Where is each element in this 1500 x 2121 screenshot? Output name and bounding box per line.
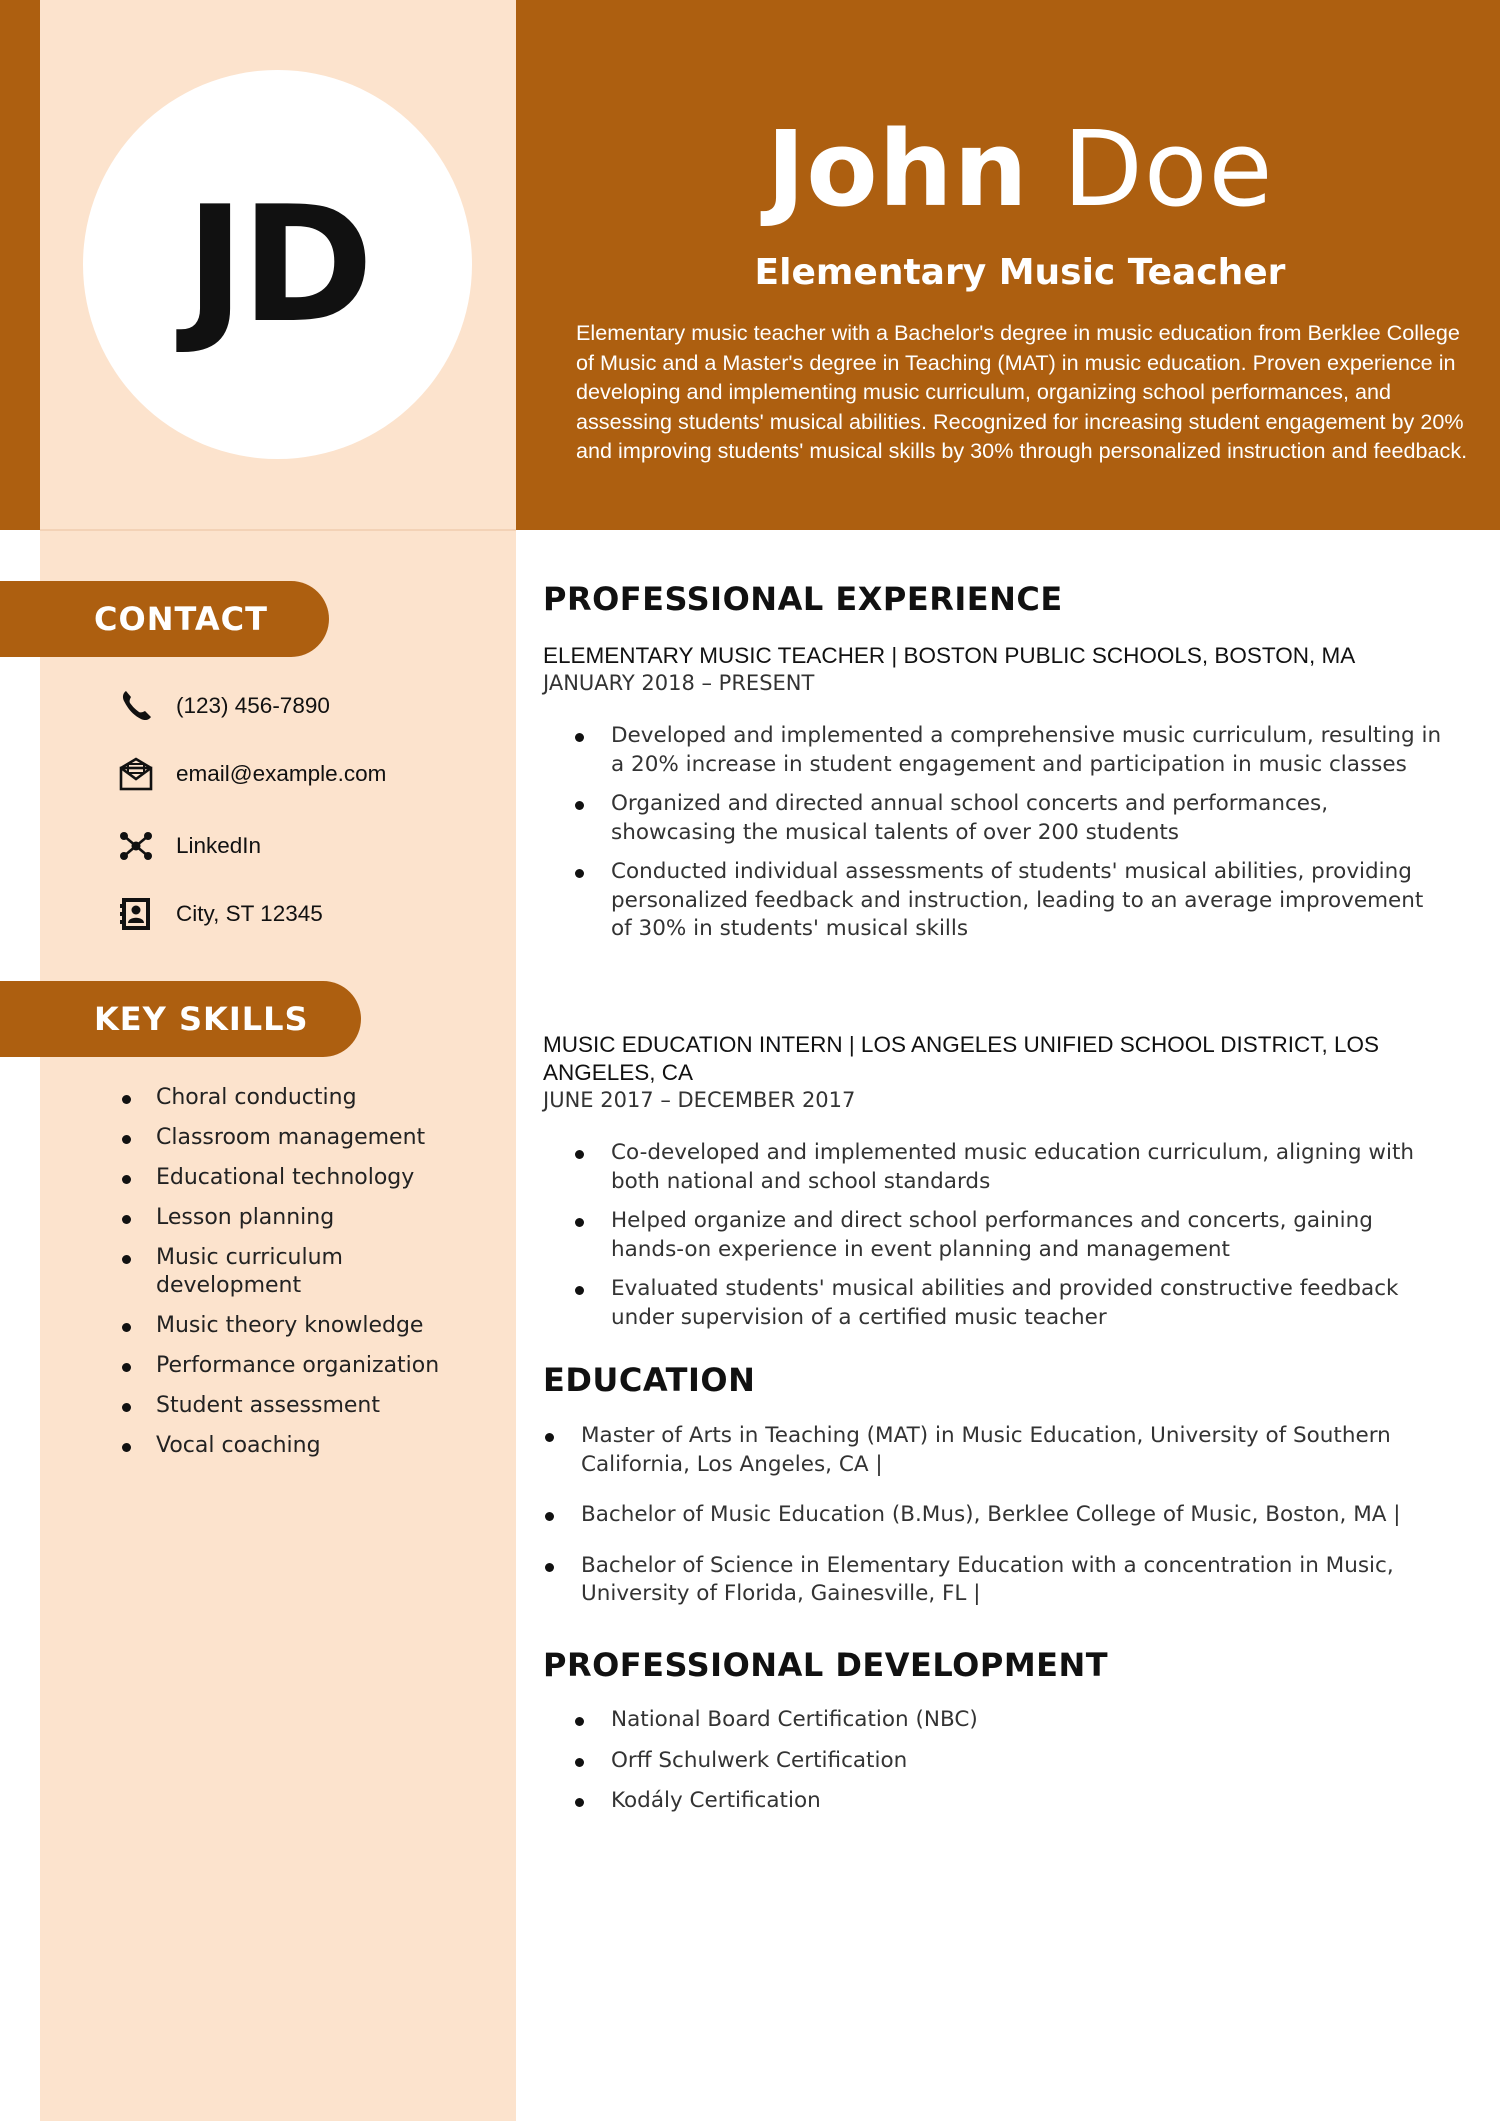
contact-phone[interactable] [118, 686, 330, 726]
network-icon [118, 828, 154, 864]
development-item: Orff Schulwerk Certification [543, 1747, 1443, 1776]
phone-icon [118, 688, 154, 724]
job-bullet: Developed and implemented a comprehensive music curriculum, resulting in a 20% increase in student engagement and participation in music classes [543, 722, 1443, 779]
job-bullet: Co-developed and implemented music education curriculum, aligning with both national and school standards [543, 1139, 1443, 1196]
experience-heading: PROFESSIONAL EXPERIENCE [543, 580, 1063, 618]
last-name: Doe [1062, 108, 1274, 230]
education-list [543, 1422, 1443, 1631]
skill-item: Vocal coaching [120, 1432, 460, 1460]
skill-item: Classroom management [120, 1124, 460, 1152]
monogram-avatar [83, 70, 472, 459]
job-title-line: ELEMENTARY MUSIC TEACHER | BOSTON PUBLIC SCHOOLS, BOSTON, MA [543, 643, 1356, 668]
job-bullet: Organized and directed annual school concerts and performances, showcasing the musical talents of over 200 students [543, 790, 1443, 847]
contact-heading: CONTACT [0, 581, 329, 657]
candidate-name [560, 108, 1480, 230]
job-bullet: Evaluated students' musical abilities and provided constructive feedback under supervision of a certified music teacher [543, 1275, 1443, 1332]
development-item: Kodály Certification [543, 1787, 1443, 1816]
skills-heading: KEY SKILLS [0, 981, 361, 1057]
skill-item: Music curriculum development [120, 1244, 460, 1300]
education-item: Master of Arts in Teaching (MAT) in Music Education, University of Southern California, Los Angeles, CA | [543, 1422, 1443, 1479]
job-dates: JUNE 2017 – DECEMBER 2017 [543, 1088, 856, 1112]
development-heading: PROFESSIONAL DEVELOPMENT [543, 1646, 1109, 1684]
sidebar-divider [40, 529, 516, 531]
profile-summary: Elementary music teacher with a Bachelor's degree in music education from Berklee College of Music and a Master's degree in Teaching (MAT) in music education. Proven experience in developing and implementing music curriculum, organizing school performances, and assessing students' musical abilities. Recognized for increasing student engagement by 20% and improving students' musical skills by 30% through personalized instruction and feedback. [576, 320, 1468, 463]
education-heading: EDUCATION [543, 1361, 756, 1399]
job-bullets [543, 1139, 1443, 1343]
phone-text: (123) 456-7890 [176, 693, 330, 718]
skill-item: Music theory knowledge [120, 1312, 460, 1340]
monogram-initials: JD [185, 171, 370, 358]
contact-linkedin[interactable] [118, 826, 261, 866]
email-text: email@example.com [176, 761, 387, 786]
contact-address[interactable] [118, 894, 323, 934]
job-bullet: Helped organize and direct school performances and concerts, gaining hands-on experience in event planning and management [543, 1207, 1443, 1264]
address-text: City, ST 12345 [176, 901, 323, 926]
job-bullet: Conducted individual assessments of students' musical abilities, providing personalized feedback and instruction, leading to an average improvement of 30% in students' musical skills [543, 858, 1443, 944]
skill-item: Choral conducting [120, 1084, 460, 1112]
first-name: John [766, 108, 1029, 230]
skill-item: Performance organization [120, 1352, 460, 1380]
address-book-icon [118, 896, 154, 932]
job-title-line: MUSIC EDUCATION INTERN | LOS ANGELES UNIFIED SCHOOL DISTRICT, LOS ANGELES, CA [543, 1032, 1379, 1085]
skill-item: Educational technology [120, 1164, 460, 1192]
education-item: Bachelor of Music Education (B.Mus), Berklee College of Music, Boston, MA | [543, 1501, 1443, 1530]
development-list [543, 1706, 1443, 1828]
job-bullets [543, 722, 1443, 955]
skill-item: Lesson planning [120, 1204, 460, 1232]
job-title: Elementary Music Teacher [754, 252, 1286, 293]
envelope-icon [118, 756, 154, 792]
job-dates: JANUARY 2018 – PRESENT [543, 671, 815, 695]
education-item: Bachelor of Science in Elementary Education with a concentration in Music, University of Florida, Gainesville, FL | [543, 1552, 1443, 1609]
linkedin-text: LinkedIn [176, 833, 262, 858]
skill-item: Student assessment [120, 1392, 460, 1420]
development-item: National Board Certification (NBC) [543, 1706, 1443, 1735]
contact-email[interactable] [118, 754, 386, 794]
skills-list [120, 1084, 460, 1472]
